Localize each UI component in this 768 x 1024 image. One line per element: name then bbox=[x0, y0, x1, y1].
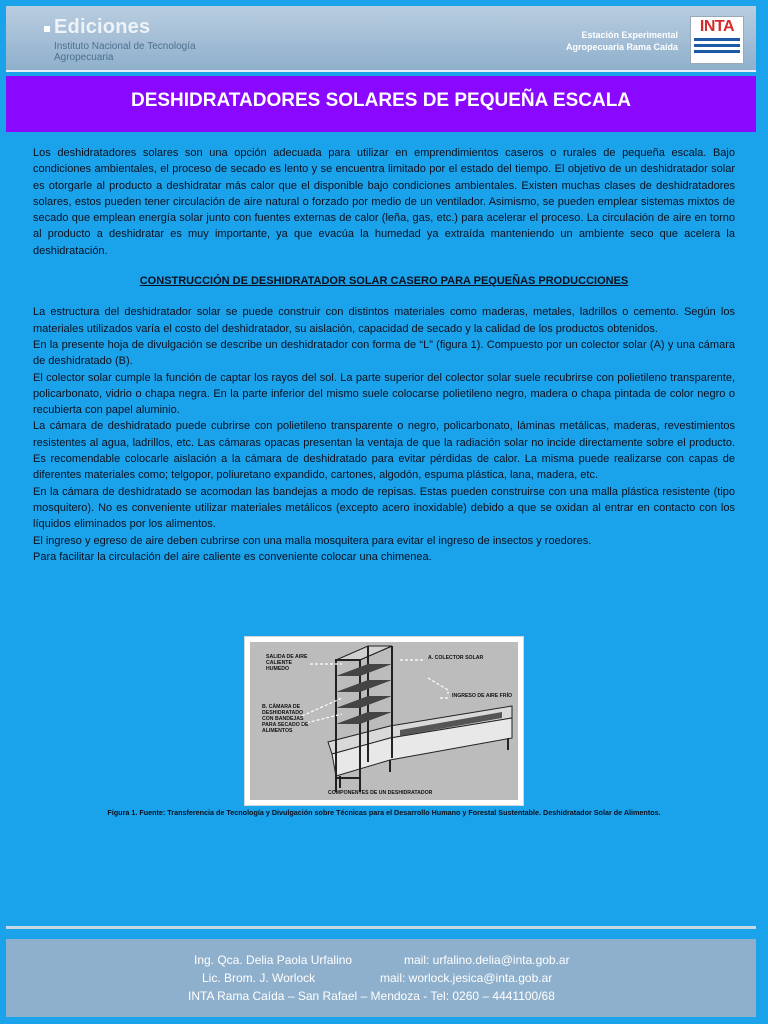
body-paragraph: La estructura del deshidratador solar se puede construir con distintos materiales como maderas, metales, ladrillos o cemento. Según los materiales utilizados varía el costo del deshidratador, su aislación, capacidad de secado y la calidad de los productos obtenidos. bbox=[33, 306, 735, 335]
station-line-1: Estación Experimental bbox=[581, 30, 678, 40]
label-solar-collector: A. COLECTOR SOLAR bbox=[428, 655, 484, 661]
body-paragraph: La cámara de deshidratado puede cubrirse con polietileno transparente o negro, policarbonato, láminas metálicas, maderas, revestimientos resistentes al agua, ladrillos, etc. Las cámaras opacas presentan la ventaja de que la radiación solar no incide directamente sobre el producto. Es recomendable colocarle aislación a la cámara de deshidratado para evitar pérdidas de calor. La misma puede realizarse con capas de diferentes materiales como; telgopor, poliuretano expandido, cartones, algodón, espuma plástica, lana, madera, etc. bbox=[33, 420, 735, 482]
body-paragraph: En la presente hoja de divulgación se describe un deshidratador con forma de “L” (figura 1). Compuesto por un colector solar (A) y una cámara de deshidratado (B). bbox=[33, 338, 735, 368]
body-paragraph: En la cámara de deshidratado se acomodan las bandejas a modo de repisas. Estas pueden construirse con una malla plástica resistente (tipo mosquitero). No es conveniente utilizar materiales metálicos (excepto acero inoxidable) debido a que se oxidan al entrar en contacto con los líquidos eliminados por los alimentos. bbox=[33, 485, 735, 531]
label-air-outlet: SALIDA DE AIRE CALIENTE HUMEDO bbox=[266, 654, 308, 672]
inta-logo-text: INTA bbox=[699, 18, 735, 35]
label-dehydration-chamber: B. CÁMARA DE DESHIDRATADO CON BANDEJAS PARA SECADO DE ALIMENTOS bbox=[262, 704, 309, 734]
footer bbox=[6, 939, 756, 1017]
title-band bbox=[6, 76, 756, 132]
figure-caption: Figura 1. Fuente: Transferencia de Tecnología y Divulgación sobre Técnicas para el Desarrollo Humano y Forestal Sustentable. Deshidratador Solar de Alimentos. bbox=[107, 808, 661, 817]
intro-paragraph: Los deshidratadores solares son una opción adecuada para utilizar en emprendimientos caseros o rurales de pequeña escala. Bajo condiciones ambientales, el proceso de secado es lento y se encuentra limitado por el estado del tiempo. El objetivo de un deshidratador solar es otorgarle al producto a deshidratar más calor que el disponible bajo condiciones ambientales. Existen muchas clases de deshidratadores solares, estos pueden tener circulación de aire natural o forzado por medio de un ventilador. Asimismo, se pueden emplear sistemas mixtos de secado que emplean energía solar junto con fuentes externas de calor (leña, gas, etc.) para acelerar el proceso. La circulación de aire en torno al producto a deshidratar es muy importante, ya que evacúa la humedad ya extraída manteniendo un ambiente seco que acelera la deshidratación. bbox=[33, 147, 735, 257]
footer-divider bbox=[6, 926, 756, 929]
body-paragraph: El ingreso y egreso de aire deben cubrirse con una malla mosquitera para evitar el ingreso de insectos y roedores. bbox=[33, 534, 592, 547]
inta-logo bbox=[690, 16, 744, 64]
header bbox=[6, 6, 756, 72]
ediciones-logo: Ediciones bbox=[54, 16, 151, 38]
author-1: Ing. Qca. Delia Paola Urfalino bbox=[194, 953, 353, 967]
figure-1 bbox=[244, 636, 524, 806]
main-content bbox=[33, 145, 735, 565]
footer-address: INTA Rama Caída – San Rafael – Mendoza - Tel: 0260 – 4441100/68 bbox=[188, 989, 555, 1003]
label-cold-air-inlet: INGRESO DE AIRE FRÍO bbox=[452, 693, 513, 699]
page-title: DESHIDRATADORES SOLARES DE PEQUEÑA ESCALA bbox=[130, 90, 632, 111]
body-paragraph: Para facilitar la circulación del aire caliente es conveniente colocar una chimenea. bbox=[33, 550, 432, 563]
station-name bbox=[566, 29, 678, 53]
dehydrator-diagram bbox=[250, 642, 518, 800]
station-line-2: Agropecuaria Rama Caída bbox=[565, 42, 678, 52]
logo-bullet-icon bbox=[44, 26, 50, 32]
body-paragraph: El colector solar cumple la función de captar los rayos del sol. La parte superior del colector solar suele recubrirse con polietileno transparente, policarbonato, vidrio o chapa negra. En la parte inferior del mismo suele colocarse polietileno negro, madera o chapa pintada de color negro o recubierta con papel aluminio. bbox=[33, 371, 735, 417]
author-2: Lic. Brom. J. Worlock bbox=[202, 971, 316, 985]
author-1-email[interactable]: mail: urfalino.delia@inta.gob.ar bbox=[404, 953, 570, 967]
section-heading: CONSTRUCCIÓN DE DESHIDRATADOR SOLAR CASERO PARA PEQUEÑAS PRODUCCIONES bbox=[139, 275, 629, 288]
label-components: COMPONENTES DE UN DESHIDRATADOR bbox=[328, 790, 433, 796]
ediciones-logo-subtitle: Instituto Nacional de Tecnología Agropecuaria bbox=[54, 41, 196, 63]
inta-logo-stripes-icon bbox=[694, 38, 740, 56]
author-2-email[interactable]: mail: worlock.jesica@inta.gob.ar bbox=[380, 971, 553, 985]
